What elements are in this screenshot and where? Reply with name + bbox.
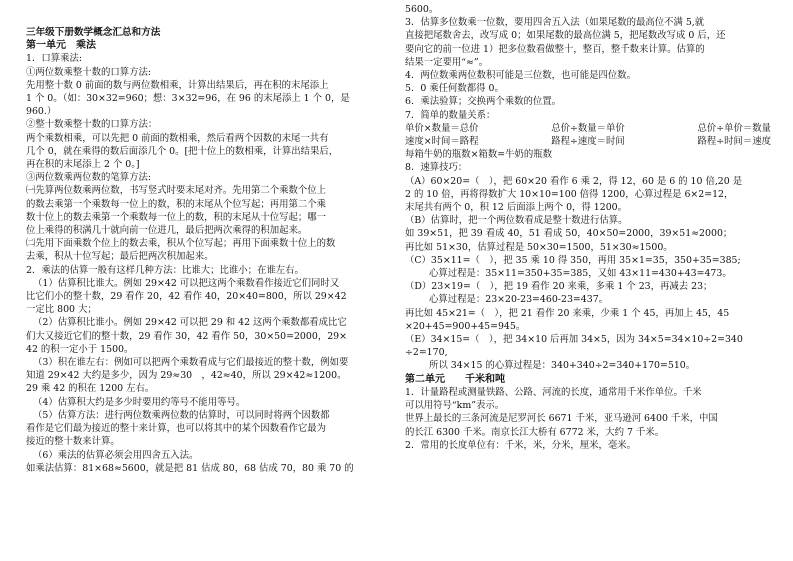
text-line: 末尾共有两个 0，积 12 后面添上两个 0，得 1200。	[405, 202, 627, 214]
text-line: ×20+45=900+45=945。	[405, 320, 526, 332]
text-line: （5）估算方法：进行两位数乘两位数的估算时，可以同时将两个因数都	[33, 409, 330, 421]
text-line: 心算过程是：23×20-23=460-23=437。	[429, 294, 609, 306]
text-line: 比它们小的整十数，29 看作 20，42 看作 40，20×40=800，所以 29×42	[26, 291, 347, 303]
text-line: ㈠先算两位数乘两位数，书写竖式时要末尾对齐。先用第二个乘数个位上	[26, 185, 327, 197]
text-line: ①两位数乘整十数的口算方法:	[26, 66, 152, 78]
text-line: 4．两位数乘两位数积可能是三位数，也可能是四位数。	[405, 70, 636, 82]
text-line: （C）35×11=（ ），把 35 乘 10 得 350，再用 35×1=35，350+35=385;	[405, 254, 741, 266]
unit-heading: 第二单元 千米和吨	[405, 373, 505, 385]
text-line: 如乘法估算：81×68≈5600，就是把 81 估成 80，68 估成 70，80 乘 70 的	[26, 462, 354, 474]
relation-row	[405, 122, 771, 135]
text-line: 8．速算技巧：	[405, 162, 468, 174]
text-line: （2）估算积比谁小。例如 29×42 可以把 29 和 42 这两个乘数都看成比它	[33, 317, 347, 329]
relation-formula: 总价÷数量＝单价	[551, 122, 625, 134]
text-line: 2．常用的长度单位有：千米，米，分米，厘米，毫米。	[405, 439, 636, 451]
text-line: 要向它的前一位进 1）把多位数看做整十，整百，整千数来计算。估算的	[405, 43, 705, 55]
text-line: 先用整十数 0 前面的数与两位数相乘，计算出结果后，再在积的末尾添上	[26, 79, 329, 91]
text-line: 如 39×51，把 39 看成 40，51 看成 50，40×50=2000，39×51≈2000；	[405, 228, 733, 240]
text-line: （B）估算时，把一个两位数看成是整十数进行估算。	[405, 215, 628, 227]
text-line: 1 个 0。（如：30×32=960；想：3×32=96，在 96 的末尾添上 1 个 0，是	[26, 93, 350, 105]
text-line: 两个乘数相乘，可以先把 0 前面的数相乘，然后看两个因数的末尾一共有	[26, 132, 329, 144]
left-column	[26, 26, 392, 475]
text-line: 去乘，积从十位写起；最后把两次积加起来。	[26, 251, 214, 263]
relation-formula: 单价×数量＝总价	[405, 122, 479, 134]
relation-formula: 总价÷单价＝数量	[697, 122, 771, 134]
text-line: 心算过程是：35×11=350+35=385，又如 43×11=430+43=473。	[429, 268, 732, 280]
text-line: 再比如 45×21=（ ），把 21 看作 20 来乘，少乘 1 个 45，再加上 45，45	[405, 307, 730, 319]
text-line: （A）60×20=（ ），把 60×20 看作 6 乘 2，得 12，60 是 6 的 10 倍,20 是	[405, 175, 743, 187]
text-line: 3．估算多位数乘一位数，要用四舍五入法（如果尾数的最高位不满 5,就	[405, 17, 705, 29]
right-column	[405, 3, 771, 452]
text-line: 7．简单的数量关系：	[405, 109, 496, 121]
text-line: 一定比 800 大；	[26, 304, 97, 316]
relation-formula: 路程÷时间＝速度	[697, 136, 771, 148]
text-line: 6．乘法验算；交换两个乘数的位置。	[405, 96, 561, 108]
text-line: （E）34×15=（ ），把 34×10 后再加 34×5，因为 34×5=34×10÷2=340	[405, 334, 743, 346]
relation-formula: 速度×时间＝路程	[405, 136, 479, 148]
text-line: 1．口算乘法:	[26, 53, 82, 65]
text-line: （4）估算积大约是多少时要用约等号不能用等号。	[33, 396, 246, 408]
text-line: 42 的积一定小于 1500。	[26, 343, 134, 355]
text-line: 结果一定要用“≈”。	[405, 56, 489, 68]
text-line: （3）积在谁左右：例如可以把两个乘数看成与它们最接近的整十数，例如要	[33, 357, 349, 369]
relation-formula: 路程÷速度＝时间	[551, 136, 625, 148]
page-title: 三年级下册数学概念汇总和方法	[26, 27, 161, 38]
text-line: ②整十数乘整十数的口算方法：	[26, 119, 158, 131]
text-line: 接近的整十数来计算。	[26, 436, 120, 448]
text-line: （6）乘法的估算必须会用四舍五入法。	[33, 449, 199, 461]
text-line: 5600。	[405, 4, 439, 15]
relation-row	[405, 135, 771, 148]
text-line: 知道 29×42 大约是多少，因为 29≈30 ，42≈40，所以 29×42≈1200。	[26, 370, 347, 382]
text-line: 位上乘得的积满几十就向前一位进几，最后把两次乘得的积加起来。	[26, 225, 308, 237]
text-line: 960.）	[26, 106, 57, 118]
text-line: 再比如 51×30，估算过程是 50×30=1500，51×30≈1500。	[405, 241, 673, 253]
text-line: （D）23×19=（ ），把 19 看作 20 来乘，多乘 1 个 23，再减去 23；	[405, 281, 713, 293]
text-line: 世界上最长的三条河流是尼罗河长 6671 千米，亚马逊河 6400 千米，中国	[405, 413, 718, 425]
text-line: 几个 0，就在乘得的数后面添几个 0。[把十位上的数相乘，计算出结果后，	[26, 145, 339, 157]
text-line: 的长江 6300 千米。南京长江大桥有 6772 米，大约 7 千米。	[405, 426, 665, 438]
text-line: 数十位上的数去乘第一个乘数每一位上的数，积的末尾从十位写起；哪一	[26, 211, 327, 223]
text-line: 所以 34×15 的心算过程是：340+340÷2=340+170=510。	[429, 360, 696, 372]
text-line: ÷2=170,	[405, 347, 448, 359]
text-line: ㈡先用下面乘数个位上的数去乘，积从个位写起；再用下面乘数十位上的数	[26, 238, 336, 250]
text-line: 29 乘 42 的积在 1200 左右。	[26, 383, 155, 395]
text-line: 的数去乘第一个乘数每一位上的数，积的末尾从个位写起；再用第二个乘	[26, 198, 327, 210]
unit-heading: 第一单元 乘法	[26, 40, 96, 52]
text-line: 2 的 10 倍，再将得数扩大 10×10=100 倍得 1200，心算过程是 6×2=12，	[405, 188, 734, 200]
text-line: 每箱牛奶的瓶数×箱数=牛奶的瓶数	[405, 149, 552, 161]
text-line: ③两位数乘两位数的笔算方法:	[26, 172, 152, 184]
text-line: 5．0 乘任何数都得 0。	[405, 83, 504, 95]
text-line: （1）估算积比谁大。例如 29×42 可以把这两个乘数看作接近它们同时又	[33, 277, 340, 289]
text-line: 2．乘法的估算一般有这样几种方法：比谁大；比谁小；在谁左右。	[26, 264, 304, 276]
text-line: 再在积的末尾添上 2 个 0。]	[26, 159, 140, 171]
text-line: 可以用符号“km”表示。	[405, 400, 505, 412]
text-line: 直接把尾数舍去，改写成 0；如果尾数的最高位满 5，把尾数改写成 0 后，还	[405, 30, 726, 42]
text-line: 1．计量路程或测量铁路、公路、河流的长度，通常用千米作单位。千米	[405, 386, 702, 398]
text-line: 看作是它们最为接近的整十来计算，也可以将其中的某个因数看作它最为	[26, 423, 327, 435]
text-line: 们大又接近它们的整十数，29 看作 30，42 看作 50，30×50=2000，29×	[26, 330, 347, 342]
